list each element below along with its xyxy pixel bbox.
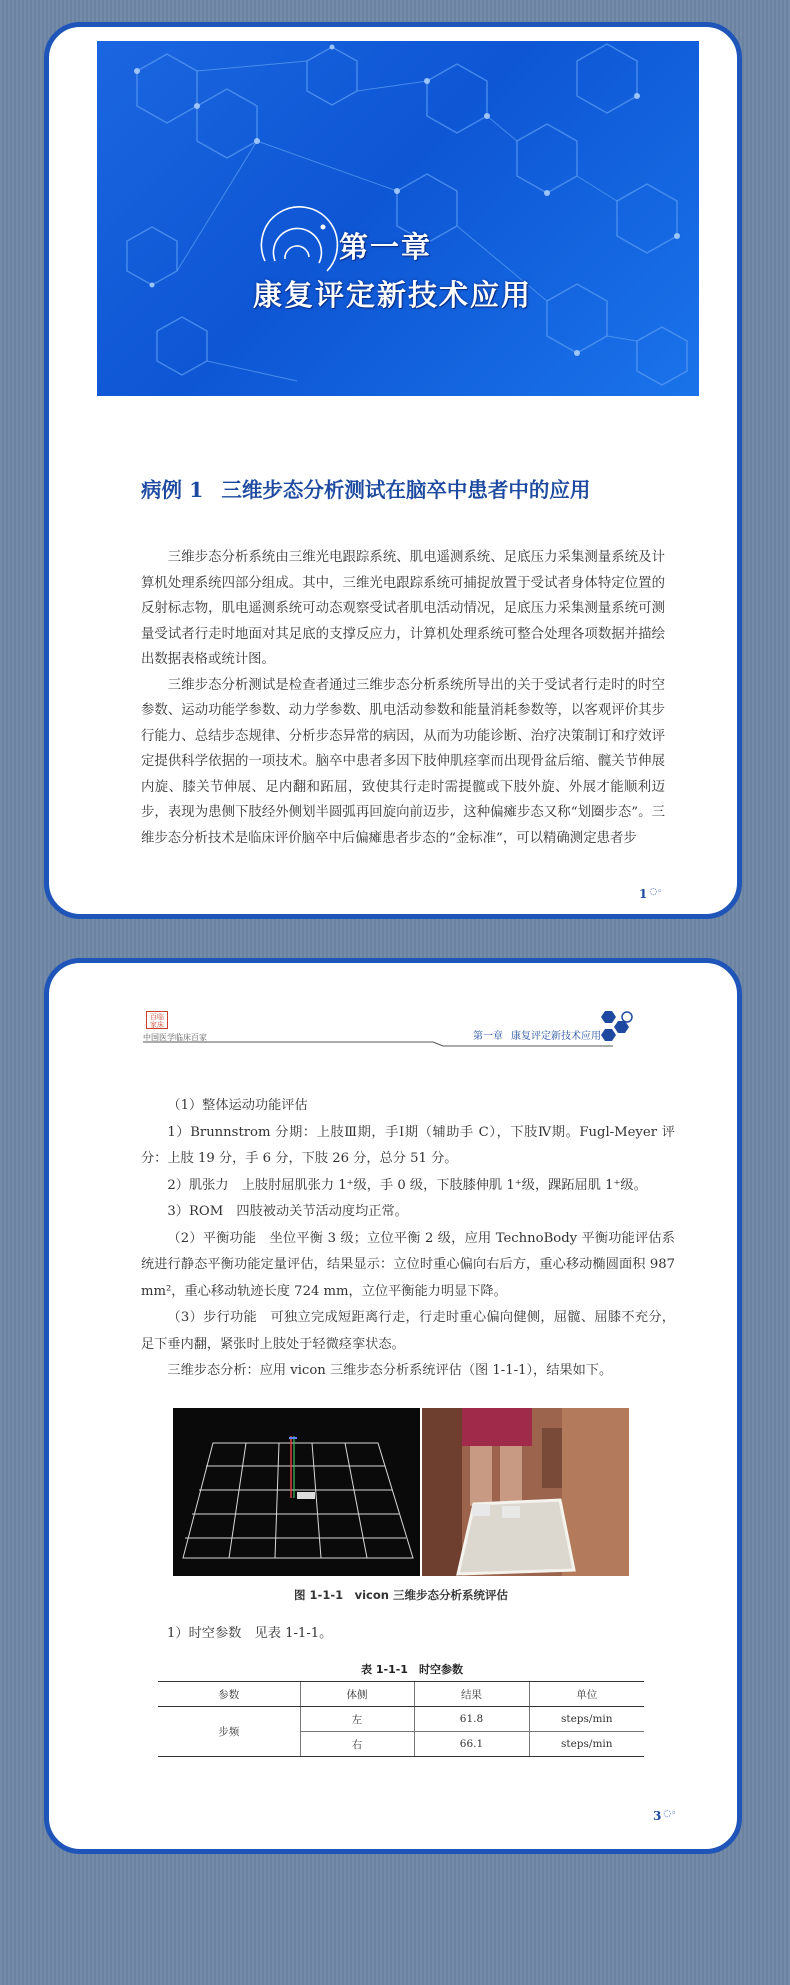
paragraph-text: 1）时空参数 见表 1-1-1。 xyxy=(167,1626,333,1641)
table-cell: steps/min xyxy=(529,1732,644,1757)
table-cell: steps/min xyxy=(529,1707,644,1732)
table-header-cell: 结果 xyxy=(414,1682,529,1707)
patient-walking-photo xyxy=(422,1408,629,1576)
case-heading xyxy=(141,473,701,503)
case-title: 三维步态分析测试在脑卒中患者中的应用 xyxy=(221,478,591,502)
table-header-cell: 体侧 xyxy=(300,1682,414,1707)
book-page-2 xyxy=(44,958,742,1854)
paragraph: 三维步态分析系统由三维光电跟踪系统、肌电遥测系统、足底压力采集测量系统及计算机处理系统四部分组成。其中，三维光电跟踪系统可捕捉放置于受试者身体特定位置的反射标志物，肌电遥测系统可动态观察受试者肌电活动情况，足底压力采集测量系统可测量受试者行走时地面对其足底的支撑反应力，计算机处理系统可整合处理各项数据并描绘出数据表格或统计图。 xyxy=(141,550,665,667)
page-ornament-icon: ◌◦ xyxy=(649,887,663,897)
paragraph: 1）Brunnstrom 分期：上肢Ⅲ期，手Ⅰ期（辅助手 C），下肢Ⅳ期。Fugl-Meyer 评分：上肢 19 分，手 6 分，下肢 26 分，总分 51 分。 xyxy=(141,1124,675,1166)
table-cell-param: 步频 xyxy=(158,1707,300,1757)
chapter-banner xyxy=(97,41,699,396)
paragraph: （2）平衡功能 坐位平衡 3 级；立位平衡 2 级，应用 TechnoBody 平衡功能评估系统进行静态平衡功能定量评估，结果显示：立位时重心偏向右后方，重心移动椭圆面积 987 mm²，重心移动轨迹长度 724 mm，立位平衡能力明显下降。 xyxy=(141,1230,675,1299)
spatiotemporal-table xyxy=(158,1681,644,1757)
page-number-text: 1 xyxy=(639,887,648,901)
gait-analysis-figure xyxy=(173,1408,629,1576)
capture-volume-grid-graphic xyxy=(173,1408,420,1576)
table-header-row xyxy=(158,1682,644,1707)
table-cell: 66.1 xyxy=(414,1732,529,1757)
table-title: 表 1-1-1 时空参数 xyxy=(361,1663,463,1676)
table-header-cell: 参数 xyxy=(158,1682,300,1707)
page-number xyxy=(639,887,663,901)
paragraph: 三维步态分析测试是检查者通过三维步态分析系统所导出的关于受试者行走时的时空参数、运动功能学参数、动力学参数、肌电活动参数和能量消耗参数等，以客观评价其步行能力、总结步态规律、分析步态异常的病因，从而为功能诊断、治疗决策制订和疗效评定提供科学依据的一项技术。脑卒中患者多因下肢伸肌痉挛而出现骨盆后缩、髋关节伸展内旋、膝关节伸展、足内翻和跖屈，致使其行走时需提髋或下肢外旋、外展才能顺利迈步，表现为患侧下肢经外侧划半圆弧再回旋向前迈步，这种偏瘫步态又称“划圈步态”。三维步态分析技术是临床评价脑卒中后偏瘫患者步态的“金标准”，可以精确测定患者步 xyxy=(141,677,665,846)
case-number: 病例 1 xyxy=(141,478,204,502)
chapter-title: 康复评定新技术应用 xyxy=(253,278,533,312)
page-number xyxy=(653,1809,677,1823)
paragraph: 三维步态分析：应用 vicon 三维步态分析系统评估（图 1-1-1），结果如下。 xyxy=(167,1363,613,1378)
patient-walking-graphic xyxy=(422,1408,629,1576)
paragraph: 3）ROM 四肢被动关节活动度均正常。 xyxy=(167,1204,408,1219)
series-name: 中国医学临床百家 xyxy=(143,1033,207,1042)
figure-caption: 图 1-1-1 vicon 三维步态分析系统评估 xyxy=(294,1588,508,1602)
running-header-chapter: 第一章 xyxy=(473,1031,503,1042)
table-header-cell: 单位 xyxy=(529,1682,644,1707)
body-text-page-1 xyxy=(141,545,665,851)
table-cell: 61.8 xyxy=(414,1707,529,1732)
header-molecule-icon xyxy=(597,1009,637,1043)
header-rule xyxy=(143,1041,613,1047)
page-number-text: 3 xyxy=(653,1809,662,1823)
body-text-page-2 xyxy=(141,1093,675,1385)
table-cell: 右 xyxy=(300,1732,414,1757)
running-header-title: 康复评定新技术应用 xyxy=(511,1031,601,1042)
molecule-pattern-graphic xyxy=(97,41,699,396)
paragraph: （3）步行功能 可独立完成短距离行走，行走时重心偏向健侧，屈髋、屈膝不充分，足下垂内翻，紧张时上肢处于轻微痉挛状态。 xyxy=(141,1310,675,1352)
table-row xyxy=(158,1707,644,1732)
publisher-logo: 百临家床 xyxy=(146,1011,168,1029)
running-header xyxy=(473,1027,601,1042)
paragraph: （1）整体运动功能评估 xyxy=(167,1098,308,1113)
book-page-1 xyxy=(44,22,742,919)
vicon-3d-grid-image xyxy=(173,1408,420,1576)
page-ornament-icon: ◌◦ xyxy=(663,1809,677,1819)
paragraph: 2）肌张力 上肢肘屈肌张力 1⁺级，手 0 级，下肢膝伸肌 1⁺级，踝跖屈肌 1⁺级。 xyxy=(167,1177,647,1193)
paragraph xyxy=(141,1622,332,1641)
table-cell: 左 xyxy=(300,1707,414,1732)
chapter-number: 第一章 xyxy=(339,230,433,264)
